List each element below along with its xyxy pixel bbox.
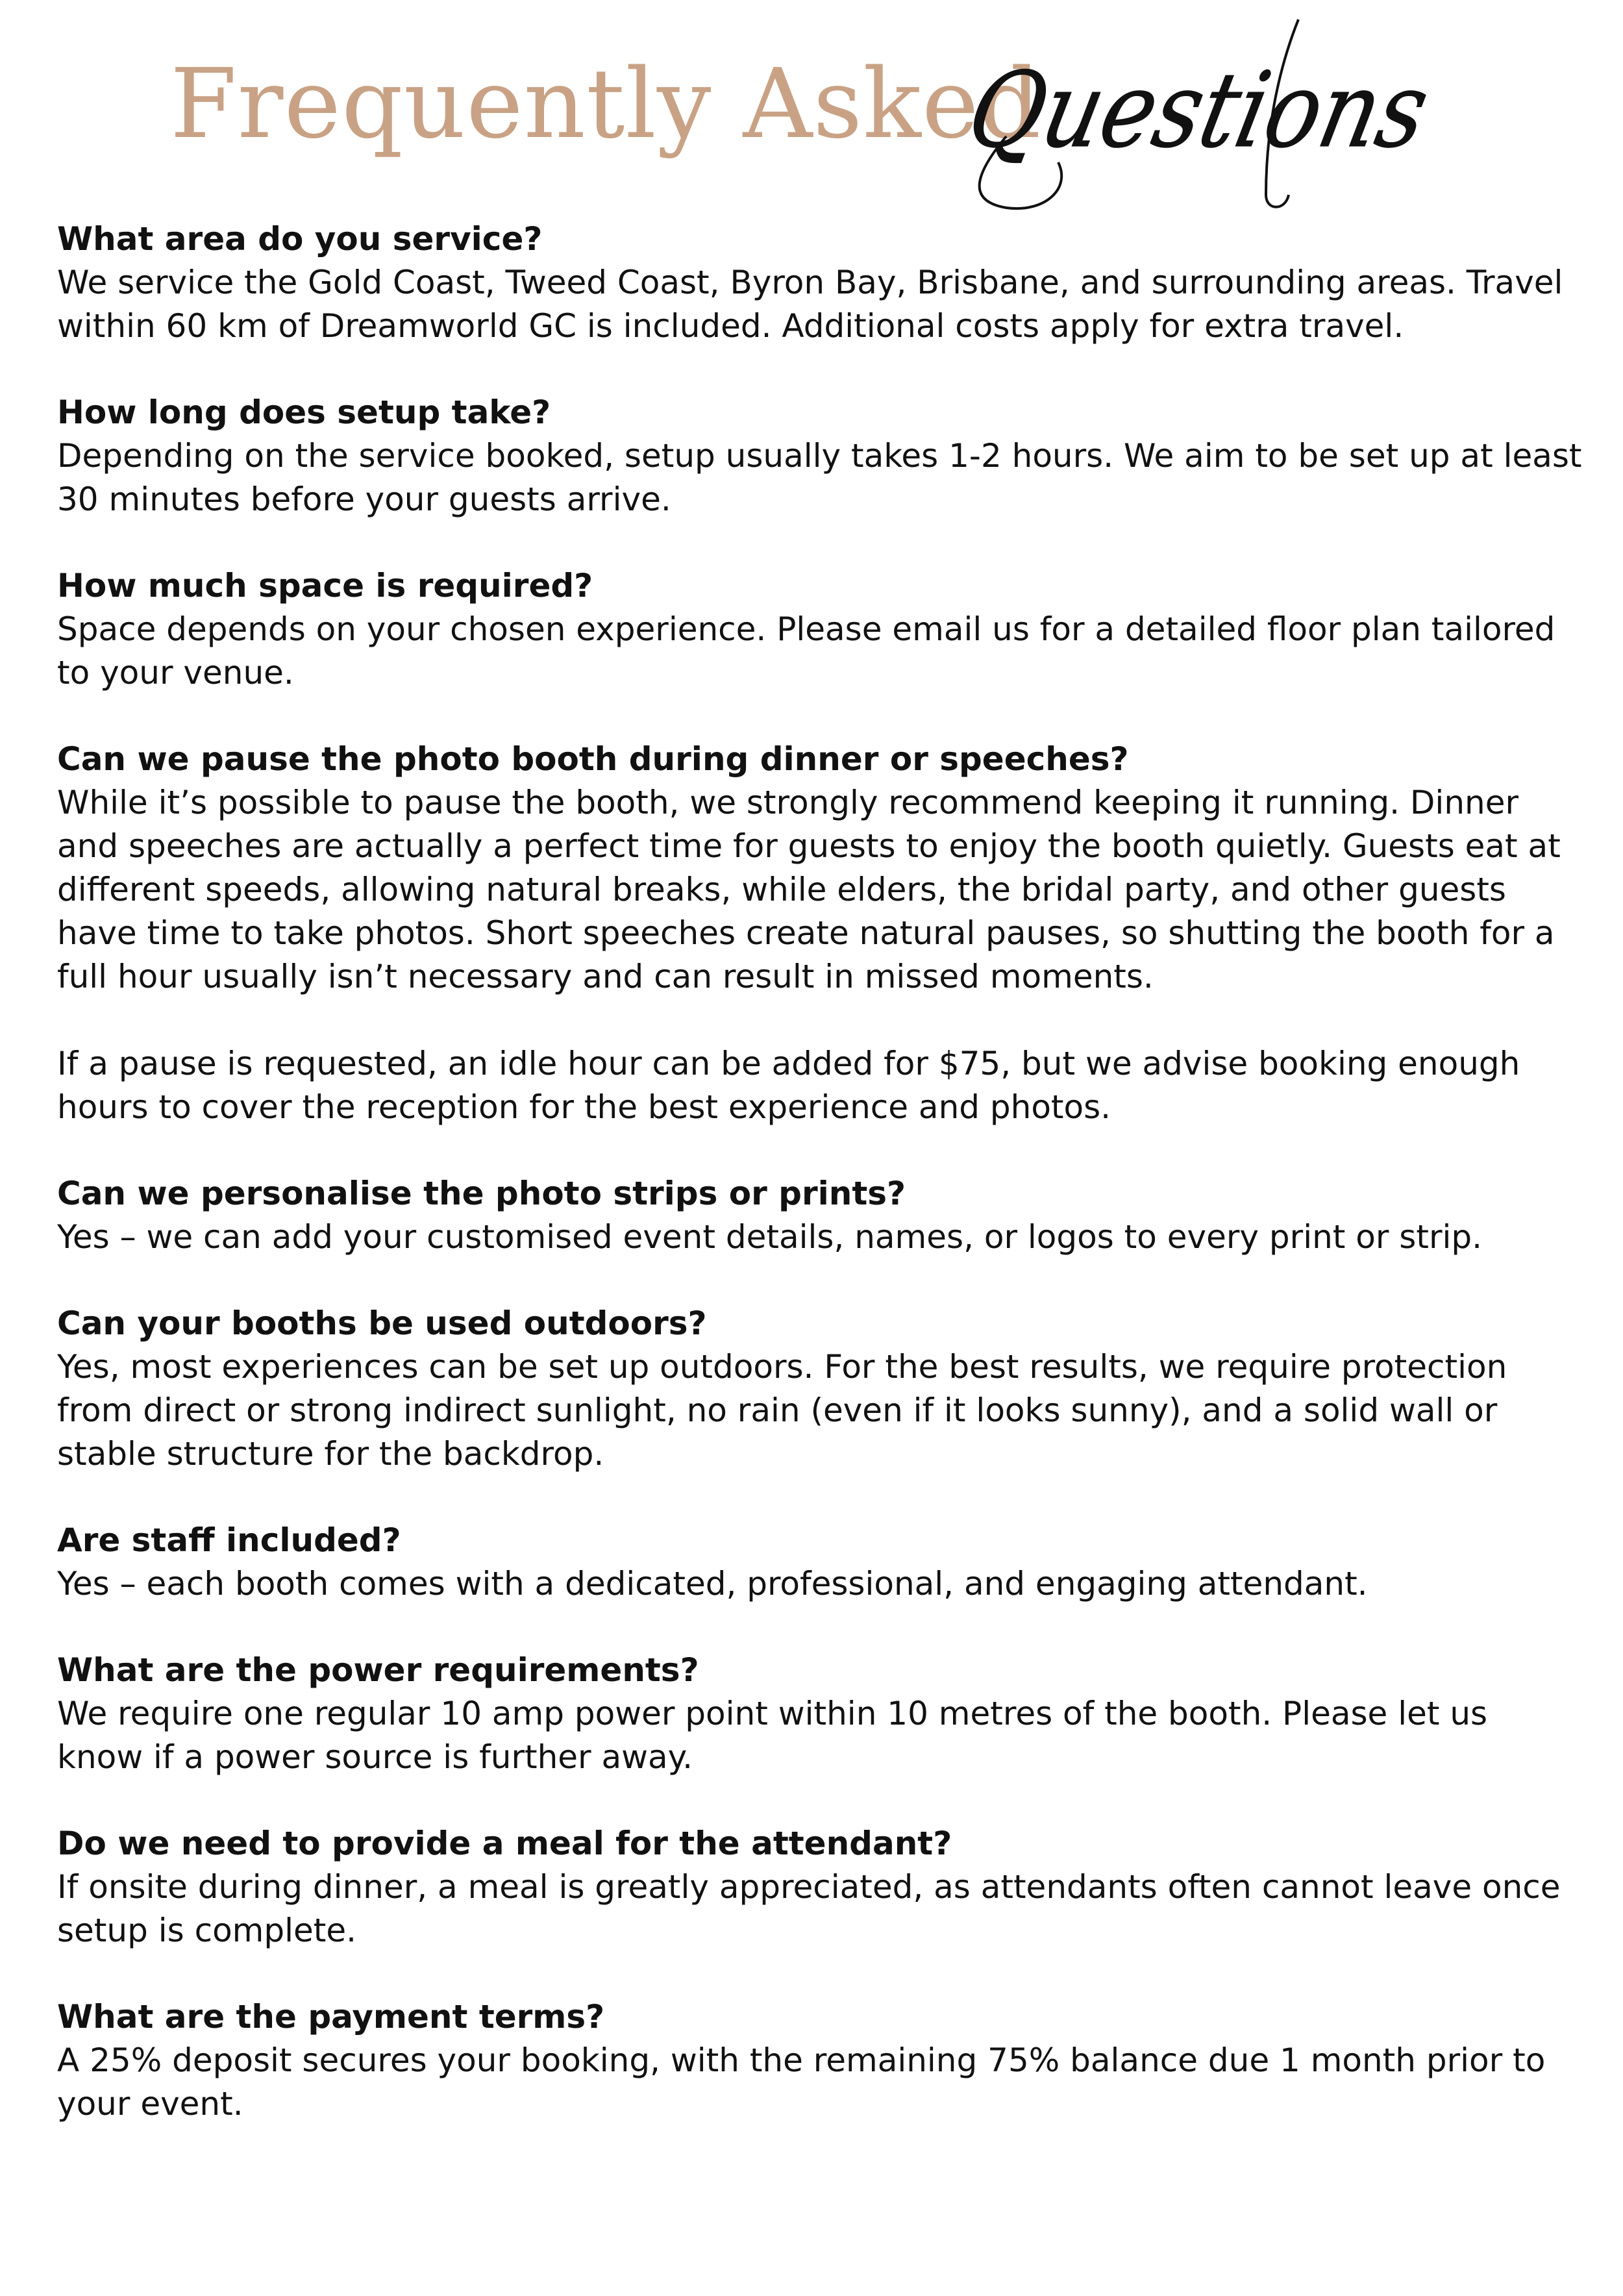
faq-answer: We require one regular 10 amp power point within 10 metres of the booth. Please let us know if a power source is further away.: [57, 1695, 1488, 1776]
page-header: [0, 0, 1623, 214]
faq-item: [57, 391, 1583, 521]
faq-question: What are the payment terms?: [57, 1998, 605, 2036]
faq-question: Are staff included?: [57, 1521, 401, 1559]
faq-answer: We service the Gold Coast, Tweed Coast, Byron Bay, Brisbane, and surrounding areas. Travel within 60 km of Dreamworld GC is included. Additional costs apply for extra travel.: [57, 264, 1563, 345]
faq-item: [57, 218, 1583, 348]
faq-answer: Depending on the service booked, setup usually takes 1-2 hours. We aim to be set up at least 30 minutes before your guests arrive.: [57, 437, 1582, 518]
faq-answer: Space depends on your chosen experience. Please email us for a detailed floor plan tailored to your venue.: [57, 610, 1555, 692]
faq-answer: While it’s possible to pause the booth, we strongly recommend keeping it running. Dinner and speeches are actually a perfect time for guests to enjoy the booth quietly. Guests eat at different speeds, allowing natural breaks, while elders, the bridal party, and other guests have time to take photos. Short speeches create natural pauses, so shutting the booth for a full hour usually isn’t necessary and can result in missed moments.: [57, 784, 1561, 995]
faq-answer: Yes, most experiences can be set up outdoors. For the best results, we require protection from direct or strong indirect sunlight, no rain (even if it looks sunny), and a solid wall or stable structure for the backdrop.: [57, 1348, 1507, 1473]
faq-answer-extra: If a pause is requested, an idle hour can be added for $75, but we advise booking enough hours to cover the reception for the best experience and photos.: [57, 1045, 1520, 1126]
faq-item: [57, 1822, 1583, 1953]
faq-question: Can your booths be used outdoors?: [57, 1304, 707, 1342]
faq-item: [57, 564, 1583, 695]
faq-item: [57, 1519, 1583, 1606]
faq-answer: A 25% deposit secures your booking, with the remaining 75% balance due 1 month prior to your event.: [57, 2041, 1546, 2123]
script-title: [958, 6, 1509, 214]
faq-item: [57, 1995, 1583, 2126]
faq-answer: If onsite during dinner, a meal is greatly appreciated, as attendants often cannot leave once setup is complete.: [57, 1868, 1561, 1949]
script-title-text: Questions: [958, 50, 1509, 171]
faq-list: [57, 218, 1583, 2169]
faq-question: Do we need to provide a meal for the attendant?: [57, 1825, 952, 1862]
faq-question: How long does setup take?: [57, 393, 551, 431]
faq-question: Can we personalise the photo strips or prints?: [57, 1175, 906, 1212]
faq-item: [57, 1649, 1583, 1779]
faq-question: How much space is required?: [57, 567, 593, 605]
faq-question: What are the power requirements?: [57, 1651, 699, 1689]
page-title: Frequently Asked: [170, 48, 1042, 160]
faq-answer: Yes – each booth comes with a dedicated, professional, and engaging attendant.: [57, 1565, 1368, 1603]
faq-question: Can we pause the photo booth during dinner or speeches?: [57, 740, 1129, 778]
faq-item: [57, 738, 1583, 1129]
faq-answer: Yes – we can add your customised event details, names, or logos to every print or strip.: [57, 1218, 1483, 1256]
faq-item: [57, 1172, 1583, 1259]
faq-item: [57, 1302, 1583, 1476]
faq-question: What area do you service?: [57, 220, 543, 258]
